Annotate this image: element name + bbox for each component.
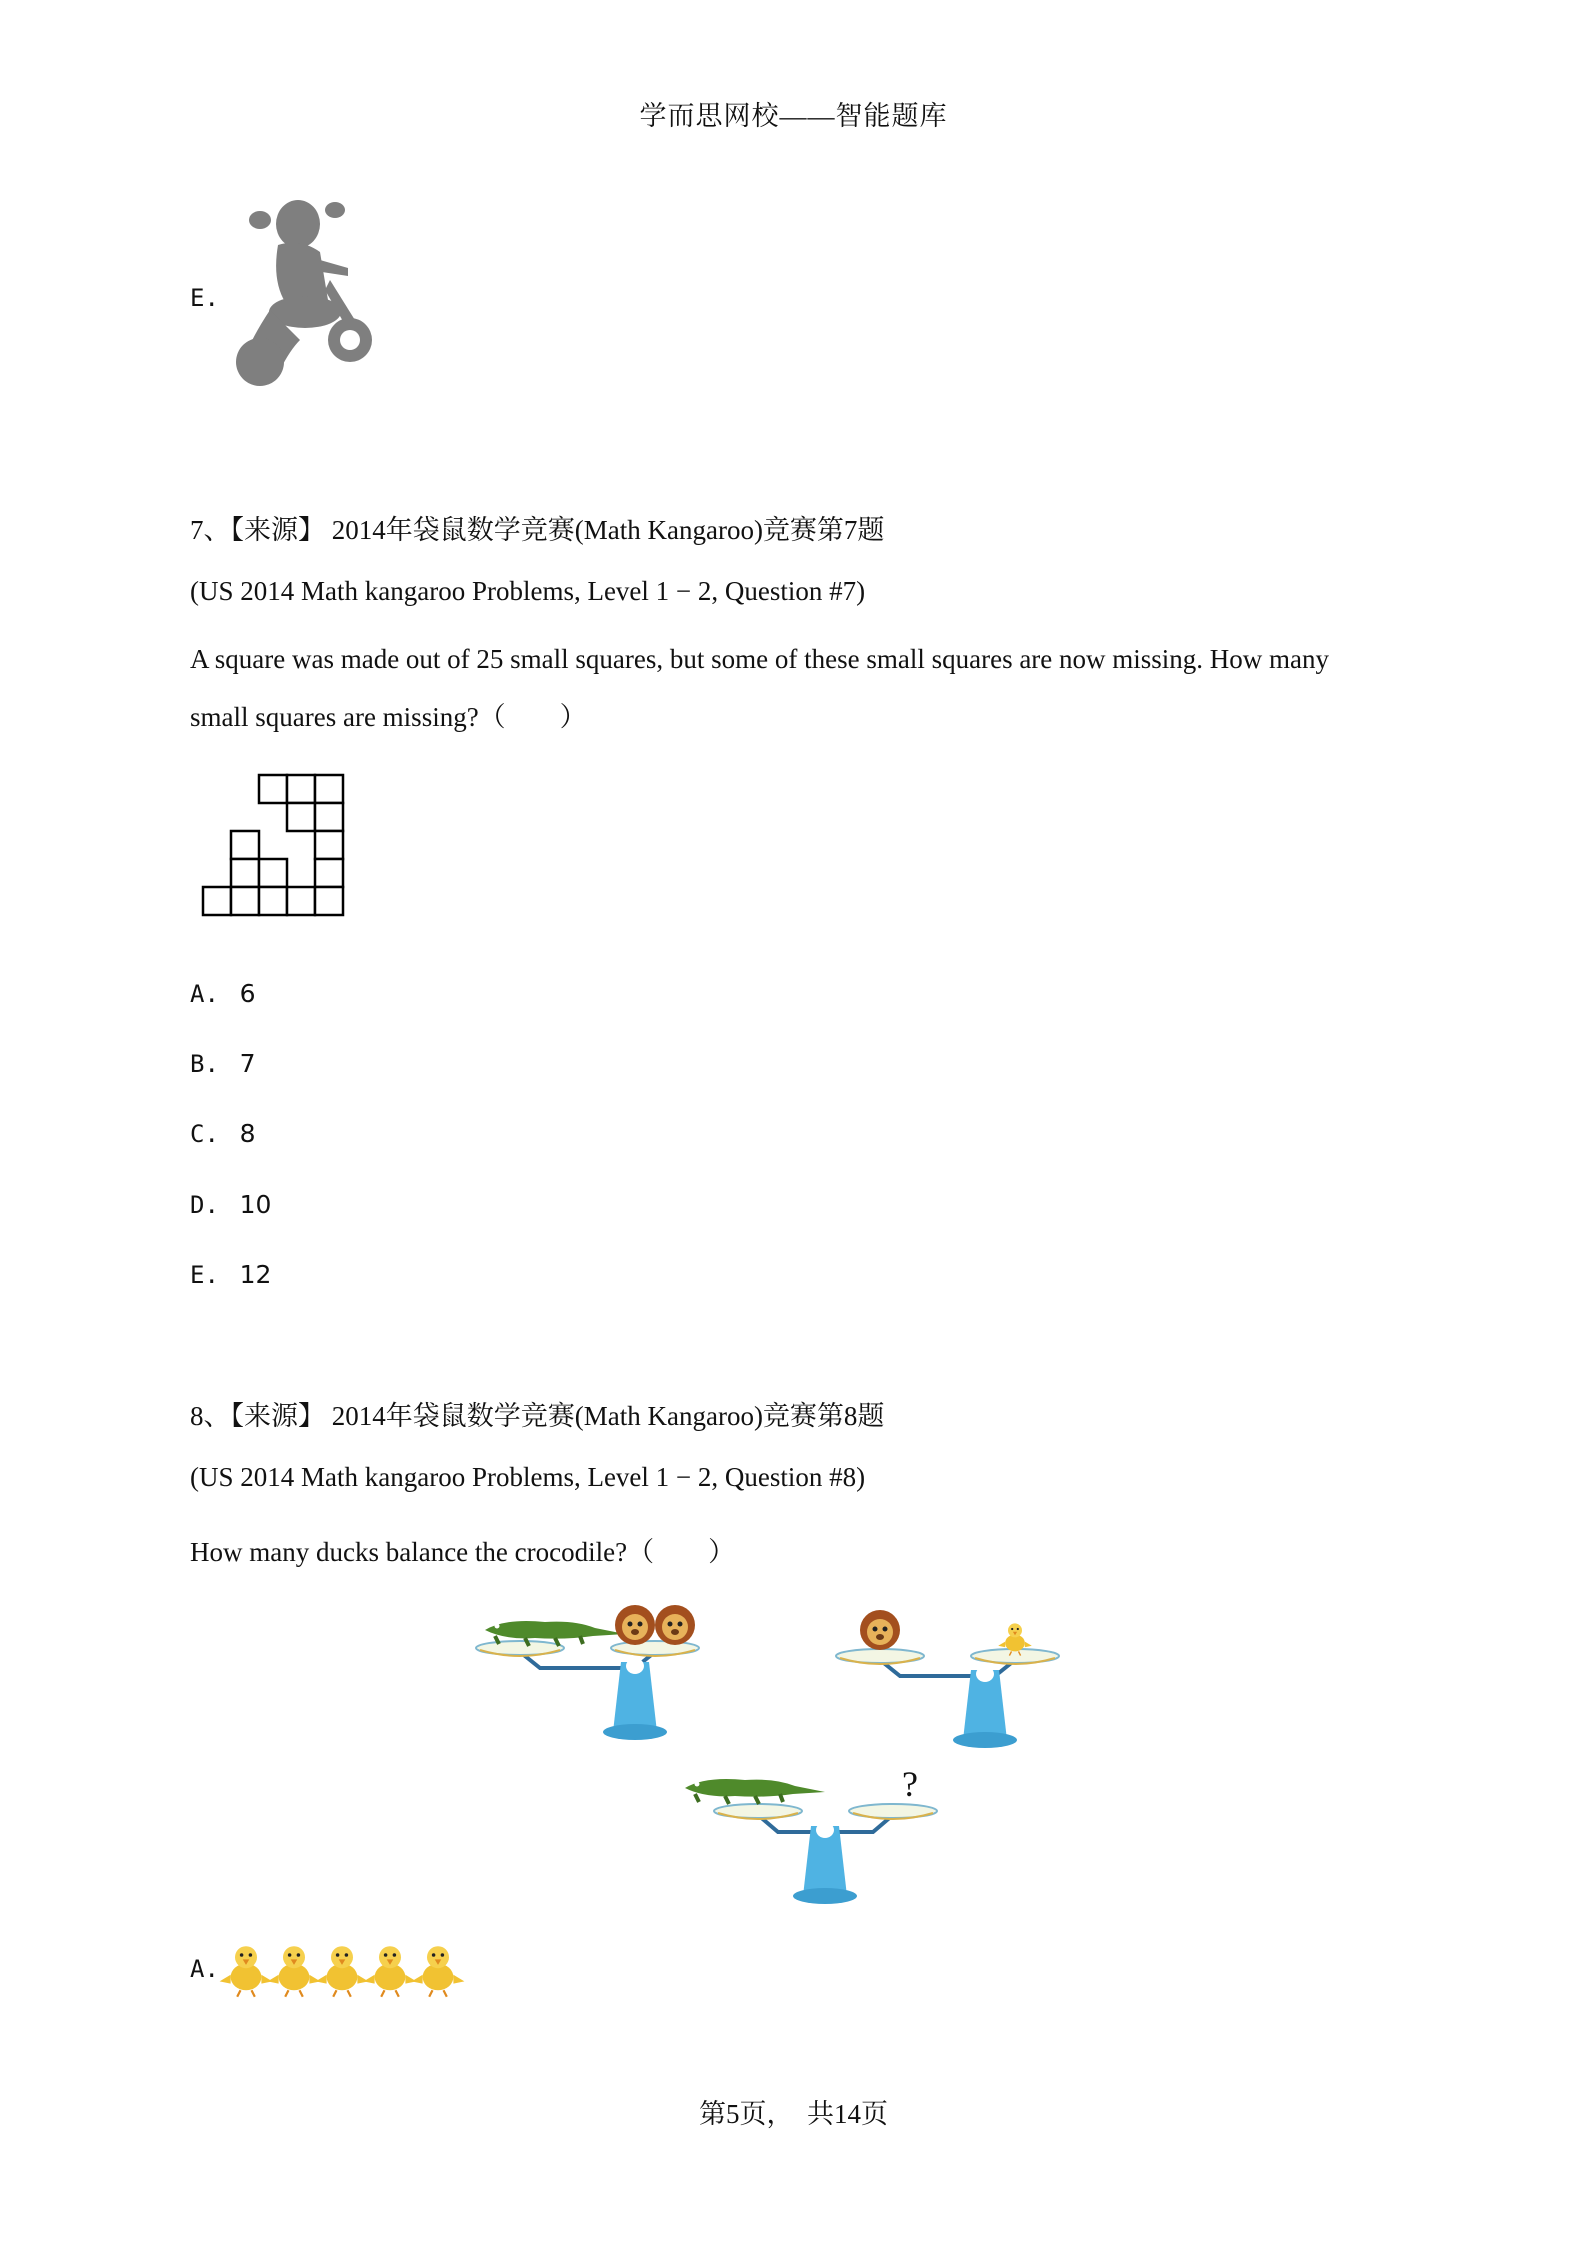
lion-icon [655, 1605, 695, 1645]
question-mark: ? [902, 1764, 918, 1804]
page-footer: 第5页， 共14页 [699, 2099, 888, 2129]
q7-source: 7、【来源】 2014年袋鼠数学竞赛(Math Kangaroo)竞赛第7题 [190, 515, 885, 545]
duck-icon [316, 1946, 369, 1997]
q7-option-a[interactable] [190, 978, 256, 1009]
page-header: 学而思网校——智能题库 [639, 101, 948, 131]
q8-option-a-label: A. [190, 1955, 219, 1983]
girl-tricycle-silhouette [230, 190, 380, 390]
q7-option-e[interactable] [190, 1259, 271, 1290]
duck-icon [364, 1946, 417, 1997]
option-letter: E. [190, 1261, 219, 1289]
q7-option-d[interactable] [190, 1189, 271, 1220]
option-value: 12 [239, 1260, 272, 1289]
option-letter: C. [190, 1120, 219, 1148]
lion-icon [615, 1605, 655, 1645]
q8-reference: (US 2014 Math kangaroo Problems, Level 1 − 2, Question #8) [190, 1462, 866, 1492]
duck-icon [268, 1946, 321, 1997]
option-value: 6 [239, 979, 256, 1008]
option-letter: A. [190, 980, 219, 1008]
scale-1 [476, 1605, 699, 1740]
option-letter: D. [190, 1191, 219, 1219]
option-value: 7 [239, 1049, 256, 1078]
duck-icon [412, 1946, 465, 1997]
q8-source: 8、【来源】 2014年袋鼠数学竞赛(Math Kangaroo)竞赛第8题 [190, 1401, 885, 1431]
q7-squares-figure [202, 774, 348, 920]
balance-scales-illustration [480, 1590, 1120, 1910]
option-value: 8 [239, 1119, 256, 1148]
q7-question-line1: A square was made out of 25 small squares, but some of these small squares are now missing. How many [190, 644, 1330, 674]
prev-option-e-label: E. [190, 284, 219, 312]
q7-option-c[interactable] [190, 1118, 256, 1149]
scale-2 [836, 1610, 1059, 1748]
option-value: 10 [239, 1190, 272, 1219]
duck-icon [220, 1946, 273, 1997]
option-letter: B. [190, 1050, 219, 1078]
lion-icon [860, 1610, 900, 1650]
q8-option-a-ducks[interactable] [218, 1928, 468, 2008]
q7-option-b[interactable] [190, 1048, 256, 1079]
crocodile-icon [685, 1779, 825, 1804]
q8-question: How many ducks balance the crocodile?（ ） [190, 1537, 736, 1567]
q7-question-line2: small squares are missing?（ ） [190, 702, 587, 732]
q7-reference: (US 2014 Math kangaroo Problems, Level 1 − 2, Question #7) [190, 576, 866, 606]
scale-3 [685, 1764, 937, 1904]
